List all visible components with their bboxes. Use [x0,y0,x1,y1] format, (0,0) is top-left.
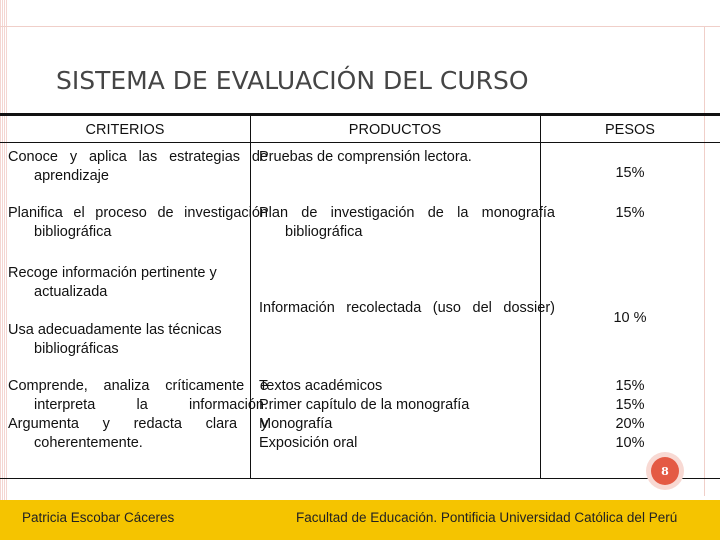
page-number: 8 [651,457,679,485]
column-divider [540,116,541,478]
peso-cell: 15% [615,378,645,394]
row-divider [0,478,720,479]
header-criterios: CRITERIOS [85,122,165,138]
decorative-left-border [0,0,8,540]
peso-cell: 10% [615,435,645,451]
slide-title: SISTEMA DE EVALUACIÓN DEL CURSO [56,66,529,95]
producto-cell: Primer capítulo de la monografía [259,397,470,413]
peso-cell: 20% [615,416,645,432]
peso-cell: 15% [615,397,645,413]
header-pesos: PESOS [605,122,655,138]
criterio-cell: Conoce y aplica las estrategias de aprendizaje [8,149,268,184]
decorative-right-line [704,26,705,496]
peso-cell: 15% [615,165,645,181]
criterio-cell: Recoge información pertinente y actualizada [8,265,217,300]
producto-cell: Plan de investigación de la monografía bibliográfica [259,205,555,240]
footer-institution: Facultad de Educación. Pontificia Universidad Católica del Perú [296,510,678,525]
row-divider [0,142,720,143]
table-top-rule [0,113,720,116]
peso-cell: 10 % [613,310,647,326]
criterio-cell: Usa adecuadamente las técnicas bibliográficas [8,322,222,357]
criterio-cell: Argumenta y redacta clara y coherentemente. [8,416,268,451]
criterio-cell: Comprende, analiza críticamente e interpreta la información. [8,378,268,413]
producto-cell: Exposición oral [259,435,358,451]
producto-cell: Información recolectada (uso del dossier) [259,300,555,316]
footer-author: Patricia Escobar Cáceres [22,510,175,525]
header-productos: PRODUCTOS [348,122,442,138]
producto-cell: Monografía [259,416,333,432]
criterio-cell: Planifica el proceso de investigación bibliográfica [8,205,268,240]
peso-cell: 15% [615,205,645,221]
producto-cell: Textos académicos [259,378,383,394]
page-number-badge [646,452,684,490]
producto-cell: Pruebas de comprensión lectora. [259,149,472,165]
decorative-top-line [0,26,720,27]
